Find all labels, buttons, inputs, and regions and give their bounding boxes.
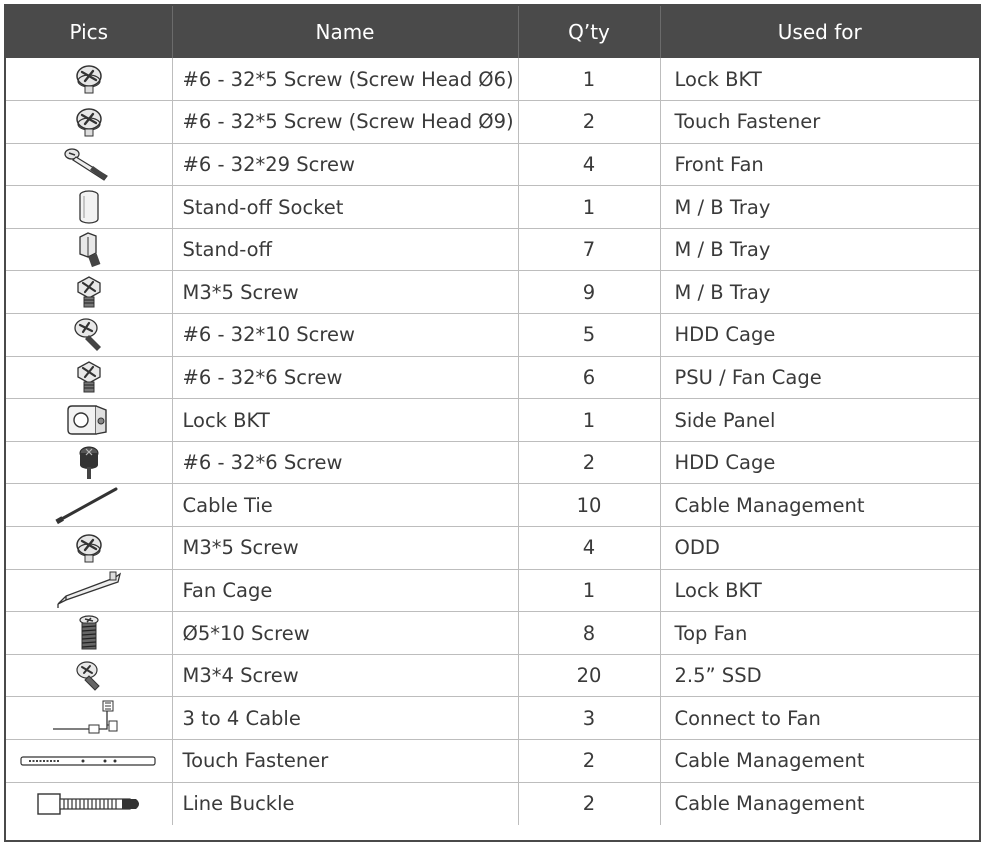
part-name: 3 to 4 Cable xyxy=(172,697,518,740)
pan-head-screw-icon xyxy=(71,62,107,96)
part-name: Ø5*10 Screw xyxy=(172,612,518,655)
part-quantity: 4 xyxy=(518,527,660,570)
table-row xyxy=(6,612,979,655)
table-body xyxy=(6,58,979,825)
part-name: #6 - 32*5 Screw (Screw Head Ø6) xyxy=(172,58,518,101)
header-row xyxy=(6,6,979,58)
part-used-for: Touch Fastener xyxy=(660,101,979,144)
angled-screw-icon xyxy=(71,316,107,354)
line-buckle-icon xyxy=(34,792,144,816)
part-picture xyxy=(6,314,172,357)
part-picture xyxy=(6,356,172,399)
part-picture xyxy=(6,228,172,271)
header-pics: Pics xyxy=(6,6,172,58)
part-name: #6 - 32*29 Screw xyxy=(172,143,518,186)
part-name: Touch Fastener xyxy=(172,740,518,783)
touch-fastener-icon xyxy=(19,753,159,769)
part-used-for: M / B Tray xyxy=(660,186,979,229)
part-name: #6 - 32*5 Screw (Screw Head Ø9) xyxy=(172,101,518,144)
part-picture xyxy=(6,441,172,484)
part-quantity: 2 xyxy=(518,101,660,144)
part-name: Fan Cage xyxy=(172,569,518,612)
part-used-for: Cable Management xyxy=(660,740,979,783)
part-picture xyxy=(6,399,172,442)
part-picture xyxy=(6,186,172,229)
table-row xyxy=(6,228,979,271)
part-quantity: 7 xyxy=(518,228,660,271)
table-row xyxy=(6,527,979,570)
part-used-for: Side Panel xyxy=(660,399,979,442)
part-name: Stand-off Socket xyxy=(172,186,518,229)
table-row xyxy=(6,186,979,229)
part-quantity: 9 xyxy=(518,271,660,314)
part-picture xyxy=(6,143,172,186)
table-row xyxy=(6,356,979,399)
part-quantity: 4 xyxy=(518,143,660,186)
part-quantity: 20 xyxy=(518,654,660,697)
accessory-table-frame xyxy=(4,4,981,842)
part-used-for: Lock BKT xyxy=(660,569,979,612)
part-name: M3*4 Screw xyxy=(172,654,518,697)
part-name: Line Buckle xyxy=(172,782,518,825)
part-name: Cable Tie xyxy=(172,484,518,527)
header-used-for: Used for xyxy=(660,6,979,58)
part-used-for: M / B Tray xyxy=(660,228,979,271)
table-row xyxy=(6,654,979,697)
pan-head-screw-icon xyxy=(71,105,107,139)
part-quantity: 1 xyxy=(518,569,660,612)
part-picture xyxy=(6,782,172,825)
part-picture xyxy=(6,740,172,783)
fan-cable-icon xyxy=(49,699,129,737)
table-row xyxy=(6,569,979,612)
fan-cage-bracket-icon xyxy=(54,570,124,610)
part-quantity: 1 xyxy=(518,399,660,442)
thumb-screw-icon xyxy=(74,444,104,482)
part-name: Lock BKT xyxy=(172,399,518,442)
header-qty: Q’ty xyxy=(518,6,660,58)
part-quantity: 2 xyxy=(518,740,660,783)
standoff-icon xyxy=(74,231,104,269)
table-header xyxy=(6,6,979,58)
part-quantity: 3 xyxy=(518,697,660,740)
small-screw-icon xyxy=(73,658,105,694)
table-row xyxy=(6,143,979,186)
part-used-for: ODD xyxy=(660,527,979,570)
hex-screw-icon xyxy=(72,359,106,395)
part-picture xyxy=(6,527,172,570)
part-picture xyxy=(6,612,172,655)
long-screw-icon xyxy=(63,146,115,182)
lock-bracket-icon xyxy=(66,402,112,438)
part-used-for: Cable Management xyxy=(660,484,979,527)
part-quantity: 10 xyxy=(518,484,660,527)
part-picture xyxy=(6,101,172,144)
part-quantity: 1 xyxy=(518,186,660,229)
table-row xyxy=(6,441,979,484)
part-name: #6 - 32*6 Screw xyxy=(172,441,518,484)
part-picture xyxy=(6,484,172,527)
part-picture xyxy=(6,569,172,612)
part-name: M3*5 Screw xyxy=(172,527,518,570)
part-quantity: 2 xyxy=(518,782,660,825)
part-quantity: 6 xyxy=(518,356,660,399)
part-used-for: 2.5” SSD xyxy=(660,654,979,697)
part-used-for: Cable Management xyxy=(674,792,865,816)
table-row xyxy=(6,399,979,442)
part-name: #6 - 32*10 Screw xyxy=(172,314,518,357)
part-used-for: Lock BKT xyxy=(660,58,979,101)
part-quantity: 2 xyxy=(518,441,660,484)
part-used-for: Front Fan xyxy=(660,143,979,186)
threaded-screw-icon xyxy=(74,613,104,653)
pan-head-screw-icon xyxy=(71,531,107,565)
part-used-for: HDD Cage xyxy=(660,441,979,484)
table-row xyxy=(6,314,979,357)
hex-screw-icon xyxy=(72,274,106,310)
table-row xyxy=(6,58,979,101)
table-row xyxy=(6,271,979,314)
part-used-for: Connect to Fan xyxy=(660,697,979,740)
part-quantity: 8 xyxy=(518,612,660,655)
part-used-for: M / B Tray xyxy=(660,271,979,314)
table-row xyxy=(6,101,979,144)
part-name: Stand-off xyxy=(172,228,518,271)
part-used-for: PSU / Fan Cage xyxy=(660,356,979,399)
table-row xyxy=(6,740,979,783)
accessory-table xyxy=(6,6,979,825)
table-row xyxy=(6,782,979,825)
part-quantity: 1 xyxy=(518,58,660,101)
part-picture xyxy=(6,271,172,314)
part-picture xyxy=(6,58,172,101)
part-name: #6 - 32*6 Screw xyxy=(172,356,518,399)
cable-tie-icon xyxy=(54,485,124,525)
part-used-for: Top Fan xyxy=(660,612,979,655)
header-name: Name xyxy=(172,6,518,58)
standoff-socket-icon xyxy=(75,188,103,226)
table-row xyxy=(6,484,979,527)
part-picture xyxy=(6,654,172,697)
table-row xyxy=(6,697,979,740)
part-name: M3*5 Screw xyxy=(172,271,518,314)
part-used-for: HDD Cage xyxy=(660,314,979,357)
part-picture xyxy=(6,697,172,740)
part-quantity: 5 xyxy=(518,314,660,357)
